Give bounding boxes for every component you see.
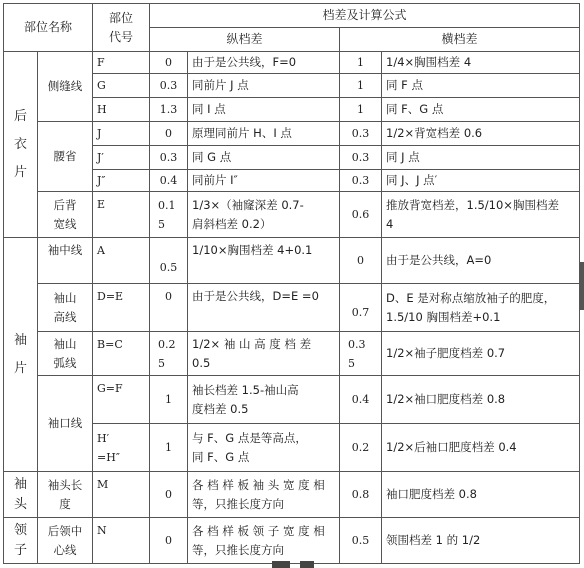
- row-vertical-desc: 同 I 点: [188, 98, 340, 122]
- row-vertical-desc: 与 F、G 点是等高点， 同 F、G 点: [188, 424, 340, 472]
- row-code: G=F: [93, 376, 150, 424]
- row-horizontal-desc: 同 F、G 点: [382, 98, 580, 122]
- row-horizontal-desc: D、E 是对称点缩放袖子的肥度， 1.5/10 胸围档差+0.1: [382, 284, 580, 332]
- row-vertical-desc: 各 档 样 板 袖 头 宽 度 相 等，只推长度方向: [188, 472, 340, 518]
- row-vertical-desc: 同前片 J 点: [188, 74, 340, 98]
- row-vertical-value: 0: [150, 472, 188, 518]
- row-horizontal-value: 0.7: [340, 284, 382, 332]
- section-sleeve: 袖 片: [4, 238, 38, 472]
- row-vertical-desc: 由于是公共线，F=0: [188, 52, 340, 74]
- header-formula-group: 档差及计算公式: [150, 4, 580, 28]
- row-sub-label: 侧缝线: [38, 52, 93, 122]
- row-vertical-desc: 同前片 I″: [188, 170, 340, 192]
- row-horizontal-desc: 1/2×袖子肥度档差 0.7: [382, 332, 580, 376]
- row-code: H: [93, 98, 150, 122]
- page-edge-mark: [272, 561, 290, 568]
- row-horizontal-value: 1: [340, 52, 382, 74]
- scrollbar-edge[interactable]: [579, 262, 584, 310]
- row-vertical-value: 0: [150, 122, 188, 146]
- row-vertical-desc: 袖长档差 1.5-袖山高 度档差 0.5: [188, 376, 340, 424]
- row-code: A: [93, 238, 150, 284]
- section-back: 后 衣 片: [4, 52, 38, 238]
- row-horizontal-value: 0.5: [340, 518, 382, 564]
- row-vertical-value: 1: [150, 376, 188, 424]
- row-horizontal-value: 0.4: [340, 376, 382, 424]
- row-horizontal-desc: 推放背宽档差，1.5/10×胸围档差 4: [382, 192, 580, 238]
- row-horizontal-value: 0: [340, 238, 382, 284]
- grading-table: [3, 3, 580, 564]
- row-horizontal-desc: 由于是公共线，A=0: [382, 238, 580, 284]
- row-vertical-value: 0.4: [150, 170, 188, 192]
- row-vertical-desc: 各 档 样 板 领 子 宽 度 相 等，只推长度方向: [188, 518, 340, 564]
- row-horizontal-value: 0.3: [340, 122, 382, 146]
- row-vertical-value: 0: [150, 284, 188, 332]
- row-sub-label: 腰省: [38, 122, 93, 192]
- row-code: N: [93, 518, 150, 564]
- row-sub-label: 袖口线: [38, 376, 93, 472]
- row-horizontal-value: 0.2: [340, 424, 382, 472]
- row-code: M: [93, 472, 150, 518]
- row-horizontal-value: 0.8: [340, 472, 382, 518]
- section-collar: 领 子: [4, 518, 38, 564]
- row-horizontal-desc: 同 J、J 点′: [382, 170, 580, 192]
- row-vertical-value: 0.3: [150, 146, 188, 170]
- row-vertical-value: 0.2 5: [150, 332, 188, 376]
- page-edge-mark: [300, 561, 314, 568]
- row-vertical-desc: 原理同前片 H、I 点: [188, 122, 340, 146]
- row-code: E: [93, 192, 150, 238]
- row-horizontal-desc: 同 F 点: [382, 74, 580, 98]
- row-vertical-value: 0.3: [150, 74, 188, 98]
- row-sub-label: 袖头长 度: [38, 472, 93, 518]
- row-sub-label: 袖山 高线: [38, 284, 93, 332]
- header-part-name: 部位名称: [4, 4, 93, 52]
- row-vertical-desc: 由于是公共线，D=E =0: [188, 284, 340, 332]
- header-vertical: 纵档差: [150, 28, 340, 52]
- row-vertical-desc: 1/2× 袖 山 高 度 档 差 0.5: [188, 332, 340, 376]
- row-horizontal-value: 1: [340, 74, 382, 98]
- row-horizontal-desc: 1/2×袖口肥度档差 0.8: [382, 376, 580, 424]
- header-horizontal: 横档差: [340, 28, 580, 52]
- row-vertical-value: 0: [150, 518, 188, 564]
- row-vertical-desc: 1/3×（袖窿深差 0.7- 肩斜档差 0.2）: [188, 192, 340, 238]
- row-vertical-value: 1: [150, 424, 188, 472]
- row-vertical-value: 0: [150, 52, 188, 74]
- row-horizontal-value: 0.3: [340, 146, 382, 170]
- row-horizontal-desc: 领围档差 1 的 1/2: [382, 518, 580, 564]
- row-vertical-value: 0.1 5: [150, 192, 188, 238]
- row-sub-label: 袖中线: [38, 238, 93, 284]
- row-horizontal-value: 0.6: [340, 192, 382, 238]
- row-sub-label: 后领中 心线: [38, 518, 93, 564]
- row-code: J″: [93, 170, 150, 192]
- row-horizontal-value: 0.3 5: [340, 332, 382, 376]
- row-code: F: [93, 52, 150, 74]
- row-vertical-desc: 同 G 点: [188, 146, 340, 170]
- row-code: G: [93, 74, 150, 98]
- row-horizontal-desc: 1/4×胸围档差 4: [382, 52, 580, 74]
- row-horizontal-value: 1: [340, 98, 382, 122]
- row-code: H′ =H″: [93, 424, 150, 472]
- row-code: J: [93, 122, 150, 146]
- row-vertical-value: 1.3: [150, 98, 188, 122]
- row-sub-label: 后背 宽线: [38, 192, 93, 238]
- row-horizontal-value: 0.3: [340, 170, 382, 192]
- row-vertical-desc: 1/10×胸围档差 4+0.1: [188, 238, 340, 284]
- row-vertical-value: 0.5: [150, 238, 188, 284]
- row-horizontal-desc: 同 J 点: [382, 146, 580, 170]
- row-code: B=C: [93, 332, 150, 376]
- section-cuff: 袖 头: [4, 472, 38, 518]
- row-horizontal-desc: 1/2×后袖口肥度档差 0.4: [382, 424, 580, 472]
- row-code: J′: [93, 146, 150, 170]
- row-code: D=E: [93, 284, 150, 332]
- header-part-code: 部位 代号: [93, 4, 150, 52]
- row-horizontal-desc: 袖口肥度档差 0.8: [382, 472, 580, 518]
- row-horizontal-desc: 1/2×背宽档差 0.6: [382, 122, 580, 146]
- row-sub-label: 袖山 弧线: [38, 332, 93, 376]
